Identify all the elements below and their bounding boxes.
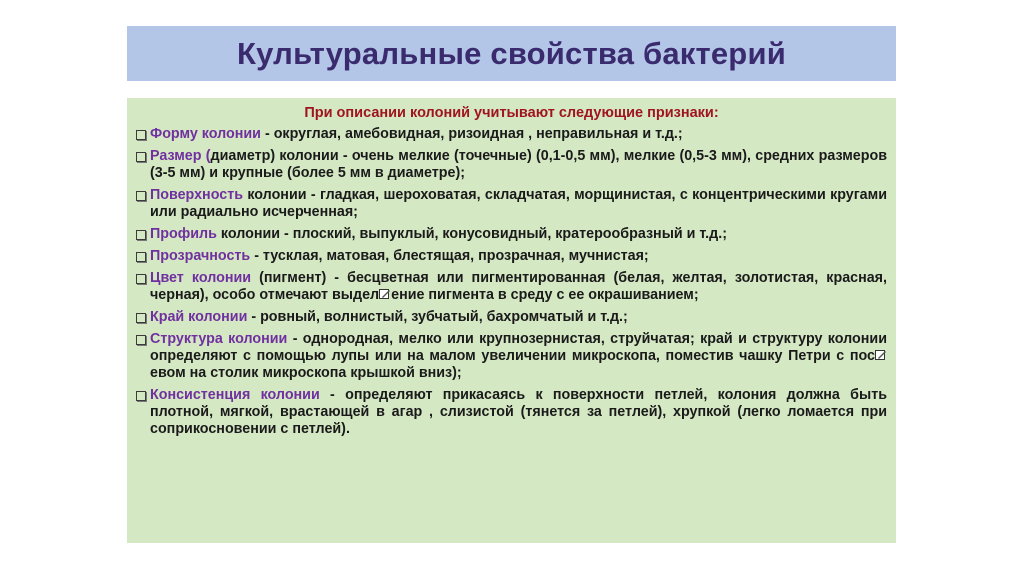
item-description: колонии - плоский, выпуклый, конусовидный, кратерообразный и т.д.;	[216, 226, 727, 242]
item-description: - округлая, амебовидная, ризоидная , неправильная и т.д.;	[260, 126, 683, 142]
list-item	[136, 148, 887, 182]
item-description: диаметр) колонии - очень мелкие (точечные) (0,1-0,5 мм), мелкие (0,5-3 мм), средних размеров (3-5 мм) и крупные (более 5 мм в диаметре);	[150, 148, 887, 181]
pencil-icon	[379, 288, 391, 300]
item-description: - определяют прикасаясь к поверхности петлей, колония должна быть плотной, мягкой, врастающей в агар , слизистой (тянется за петлей), хрупкой (легко ломается при соприкосновении с петлей).	[150, 387, 887, 437]
item-term: Консистенция колонии	[150, 387, 320, 403]
item-description: - однородная, мелко или крупнозернистая, струйчатая; край и структуру колонии определяют с помощью лупы или на малом увеличении микроскопа, поместив чашку Петри с пос	[150, 331, 887, 364]
item-description: (пигмент) - бесцветная или пигментированная (белая, желтая, золотистая, красная, черная), особо отмечают выдел	[150, 270, 887, 303]
item-description: колонии - гладкая, шероховатая, складчатая, морщинистая, с концентрическими кругами или радиально исчерченная;	[150, 187, 887, 220]
list-item	[136, 309, 887, 326]
list-item	[136, 126, 887, 143]
pencil-icon	[875, 349, 887, 361]
checkbox-bullet-icon	[136, 309, 150, 326]
item-description: - тусклая, матовая, блестящая, прозрачная, мучнистая;	[250, 248, 649, 264]
item-description: - ровный, волнистый, зубчатый, бахромчатый и т.д.;	[247, 309, 628, 325]
list-item	[136, 270, 887, 304]
checkbox-bullet-icon	[136, 331, 150, 348]
slide-title: Культуральные свойства бактерий	[237, 35, 786, 71]
title-bar	[127, 26, 896, 81]
list-item	[136, 387, 887, 438]
list-item	[136, 248, 887, 265]
checkbox-bullet-icon	[136, 387, 150, 404]
intro-text: При описании колоний учитывают следующие признаки:	[304, 105, 719, 121]
checkbox-bullet-icon	[136, 270, 150, 287]
item-term: Поверхность	[150, 187, 243, 203]
list-item	[136, 331, 887, 382]
checkbox-bullet-icon	[136, 248, 150, 265]
list-item	[136, 226, 887, 243]
item-term: Прозрачность	[150, 248, 251, 264]
item-description-cont: ение пигмента в среду с ее окрашиванием;	[391, 287, 699, 303]
checkbox-bullet-icon	[136, 187, 150, 204]
item-term: Форму колонии	[150, 126, 261, 142]
item-term: Структура колонии	[150, 331, 288, 347]
item-term: Цвет колонии	[150, 270, 252, 286]
checkbox-bullet-icon	[136, 226, 150, 243]
item-term: Размер (	[150, 148, 211, 164]
item-description-cont: евом на столик микроскопа крышкой вниз);	[150, 365, 462, 381]
item-term: Край колонии	[150, 309, 248, 325]
item-term: Профиль	[150, 226, 217, 242]
checkbox-bullet-icon	[136, 126, 150, 143]
checkbox-bullet-icon	[136, 148, 150, 165]
list-item	[136, 187, 887, 221]
content-box	[127, 98, 896, 543]
